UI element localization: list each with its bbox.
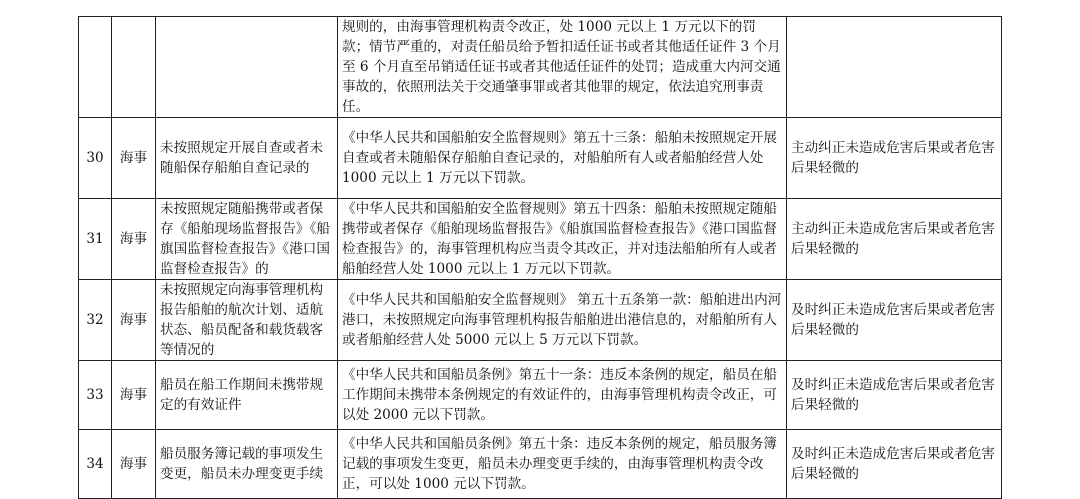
law-cell: 《中华人民共和国船员条例》第五十一条：违反本条例的规定，船员在船工作期间未携带本条例规定的有效证件的，由海事管理机构责令改正，可以处 2000 元以下罚款。 [338, 361, 787, 430]
table-row [79, 280, 1002, 361]
table-row-continued [79, 17, 1002, 118]
num-cell: 30 [79, 118, 112, 199]
condition-cell [787, 17, 1002, 118]
num-cell: 31 [79, 199, 112, 280]
violation-cell [156, 17, 338, 118]
law-cell: 《中华人民共和国船舶安全监督规则》 第五十五条第一款：船舶进出内河港口，未按照规定向海事管理机构报告船舶进出港信息的，对船舶所有人或者船舶经营人处 5000 元以上 5 万元以下罚款。 [338, 280, 787, 361]
table-row [79, 118, 1002, 199]
violation-cell: 船员服务簿记载的事项发生变更，船员未办理变更手续 [156, 430, 338, 499]
condition-cell: 及时纠正未造成危害后果或者危害后果轻微的 [787, 430, 1002, 499]
condition-cell: 主动纠正未造成危害后果或者危害后果轻微的 [787, 118, 1002, 199]
category-cell: 海事 [112, 280, 156, 361]
law-cell: 《中华人民共和国船员条例》第五十条：违反本条例的规定，船员服务簿记载的事项发生变更，船员未办理变更手续的，由海事管理机构责令改正，可以处 1000 元以下罚款。 [338, 430, 787, 499]
num-cell: 34 [79, 430, 112, 499]
num-cell: 32 [79, 280, 112, 361]
law-cell: 《中华人民共和国船舶安全监督规则》第五十四条：船舶未按照规定随船携带或者保存《船舶现场监督报告》《船旗国监督检查报告》《港口国监督检查报告》的，海事管理机构应当责令其改正，并对违法船舶所有人或者船舶经营人处 1000 元以上 1 万元以下罚款。 [338, 199, 787, 280]
num-cell [79, 17, 112, 118]
violation-cell: 未按照规定向海事管理机构报告船舶的航次计划、适航状态、船员配备和载货载客等情况的 [156, 280, 338, 361]
category-cell: 海事 [112, 199, 156, 280]
condition-cell: 及时纠正未造成危害后果或者危害后果轻微的 [787, 361, 1002, 430]
table-row [79, 361, 1002, 430]
law-cell: 《中华人民共和国船舶安全监督规则》第五十三条：船舶未按照规定开展自查或者未随船保存船舶自查记录的，对船舶所有人或者船舶经营人处 1000 元以上 1 万元以下罚款。 [338, 118, 787, 199]
category-cell: 海事 [112, 361, 156, 430]
table-row [79, 199, 1002, 280]
category-cell [112, 17, 156, 118]
violation-cell: 船员在船工作期间未携带规定的有效证件 [156, 361, 338, 430]
condition-cell: 主动纠正未造成危害后果或者危害后果轻微的 [787, 199, 1002, 280]
violation-cell: 未按照规定开展自查或者未随船保存船舶自查记录的 [156, 118, 338, 199]
num-cell: 33 [79, 361, 112, 430]
penalty-table [78, 16, 1002, 499]
violation-cell: 未按照规定随船携带或者保存《船舶现场监督报告》《船旗国监督检查报告》《港口国监督检查报告》的 [156, 199, 338, 280]
category-cell: 海事 [112, 118, 156, 199]
table-row [79, 430, 1002, 499]
law-cell: 规则的，由海事管理机构责令改正，处 1000 元以上 1 万元以下的罚款；情节严重的，对责任船员给予暂扣适任证书或者其他适任证件 3 个月至 6 个月直至吊销适任证书或者其他适任证件的处罚；造成重大内河交通事故的，依照刑法关于交通肇事罪或者其他罪的规定，依法追究刑事责任。 [338, 17, 787, 118]
category-cell: 海事 [112, 430, 156, 499]
condition-cell: 及时纠正未造成危害后果或者危害后果轻微的 [787, 280, 1002, 361]
